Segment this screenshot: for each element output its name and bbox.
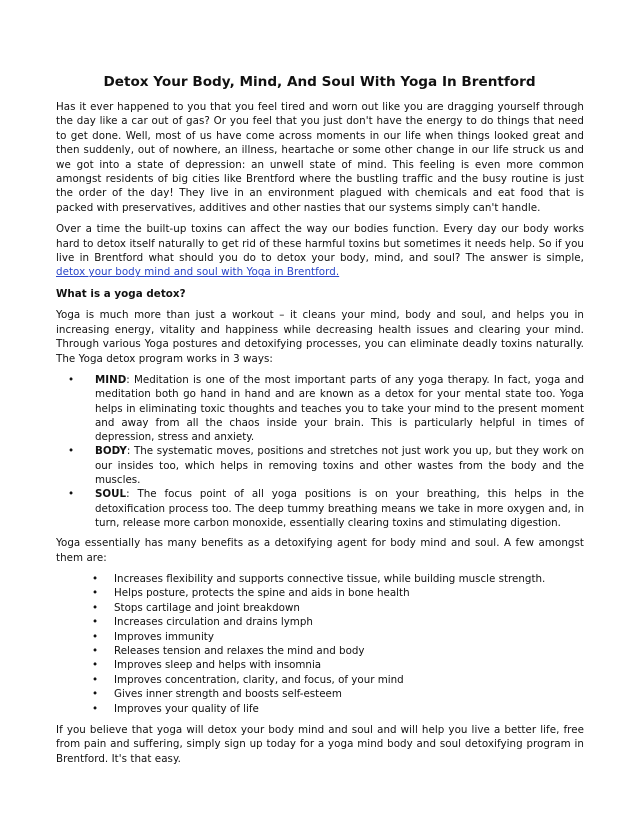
page-title: Detox Your Body, Mind, And Soul With Yoga In Brentford (103, 74, 536, 90)
list-item (56, 630, 584, 644)
list-item-text: : The systematic moves, positions and stretches not just work you up, but they work on our insides too, which helps in removing toxins and other wastes from the body and the muscles. (95, 445, 584, 486)
list-item-label: BODY (95, 445, 127, 458)
list-item-text: : The focus point of all yoga positions is on your breathing, this helps in the detoxification process too. The deep tummy breathing means we take in more oxygen and, in turn, release more carbon monoxide, essentially clearing toxins and stimulating digestion. (95, 488, 584, 529)
bullet-icon: • (92, 659, 99, 672)
bullet-icon: • (92, 673, 99, 686)
list-item (56, 658, 584, 672)
toxins-paragraph (56, 222, 584, 280)
toxins-paragraph-text: Over a time the built-up toxins can affect the way our bodies function. Every day our body works hard to detox itself naturally to get rid of these harmful toxins but sometimes it needs help. So if you live in Brentford what should you do to detox your body, mind, and soul? The answer is simple, (56, 223, 584, 265)
detox-yoga-link[interactable]: detox your body mind and soul with Yoga in Brentford. (56, 266, 340, 279)
yoga-intro-paragraph: Yoga is much more than just a workout – it cleans your mind, body and soul, and helps you in increasing energy, vitality and happiness while decreasing health issues and clearing your mind. Through various Yoga postures and detoxifying processes, you can eliminate deadly toxins naturally. The Yoga detox program works in 3 ways: (56, 309, 584, 365)
bullet-icon: • (68, 373, 75, 386)
list-item (56, 601, 584, 615)
bullet-icon: • (68, 445, 75, 458)
section-subheading: What is a yoga detox? (56, 287, 186, 300)
list-item-text: Improves your quality of life (114, 702, 259, 715)
bullet-icon: • (92, 601, 99, 614)
intro-paragraph: Has it ever happened to you that you feel tired and worn out like you are dragging yourself through the day like a car out of gas? Or you feel that you just don't have the energy to do things that need to get done. Well, most of us have come across moments in our life when things looked great and then suddenly, out of nowhere, an illness, heartache or some other change in our life struck us and we got into a state of depression: an unwell state of mind. This feeling is even more common amongst residents of big cities like Brentford where the bustling traffic and the busy routine is just the order of the day! They live in an environment plagued with chemicals and eat food that is packed with preservatives, additives and other nasties that our systems simply can't handle. (56, 101, 584, 214)
bullet-icon: • (92, 616, 99, 629)
list-item (56, 644, 584, 658)
list-item (56, 702, 584, 716)
list-item (56, 444, 584, 487)
document-body (56, 100, 584, 773)
bullet-icon: • (92, 587, 99, 600)
bullet-icon: • (92, 702, 99, 715)
list-item-text: : Meditation is one of the most important parts of any yoga therapy. In fact, yoga and meditation both go hand in hand and are known as a detox for your mental state too. Yoga helps in eliminating toxic thoughts and teaches you to take your mind to the present moment and away from all the chaos inside your brain. This is particularly helpful in times of depression, stress and anxiety. (95, 373, 584, 444)
list-item (56, 687, 584, 701)
detox-ways-list (56, 373, 584, 530)
list-item (56, 615, 584, 629)
benefits-intro-paragraph: Yoga essentially has many benefits as a detoxifying agent for body mind and soul. A few amongst them are: (56, 537, 584, 564)
list-item-label: SOUL (95, 488, 127, 501)
list-item-text: Stops cartilage and joint breakdown (114, 601, 300, 614)
list-item-text: Improves concentration, clarity, and focus, of your mind (114, 673, 404, 686)
list-item-text: Gives inner strength and boosts self-esteem (114, 688, 342, 701)
bullet-icon: • (92, 688, 99, 701)
list-item (56, 586, 584, 600)
list-item (56, 373, 584, 444)
bullet-icon: • (92, 645, 99, 658)
list-item (56, 572, 584, 586)
bullet-icon: • (92, 572, 99, 585)
list-item-text: Increases circulation and drains lymph (114, 616, 313, 629)
list-item (56, 673, 584, 687)
bullet-icon: • (68, 488, 75, 501)
list-item-text: Improves immunity (114, 630, 214, 643)
list-item-text: Increases flexibility and supports connective tissue, while building muscle strength. (114, 572, 546, 585)
list-item-label: MIND (95, 373, 127, 386)
list-item-text: Helps posture, protects the spine and aids in bone health (114, 587, 410, 600)
list-item (56, 487, 584, 530)
list-item-text: Releases tension and relaxes the mind and body (114, 645, 365, 658)
closing-paragraph: If you believe that yoga will detox your body mind and soul and will help you live a better life, free from pain and suffering, simply sign up today for a yoga mind body and soul detoxifying program in Brentford. It's that easy. (56, 724, 584, 765)
list-item-text: Improves sleep and helps with insomnia (114, 659, 322, 672)
benefits-list (56, 572, 584, 716)
bullet-icon: • (92, 630, 99, 643)
